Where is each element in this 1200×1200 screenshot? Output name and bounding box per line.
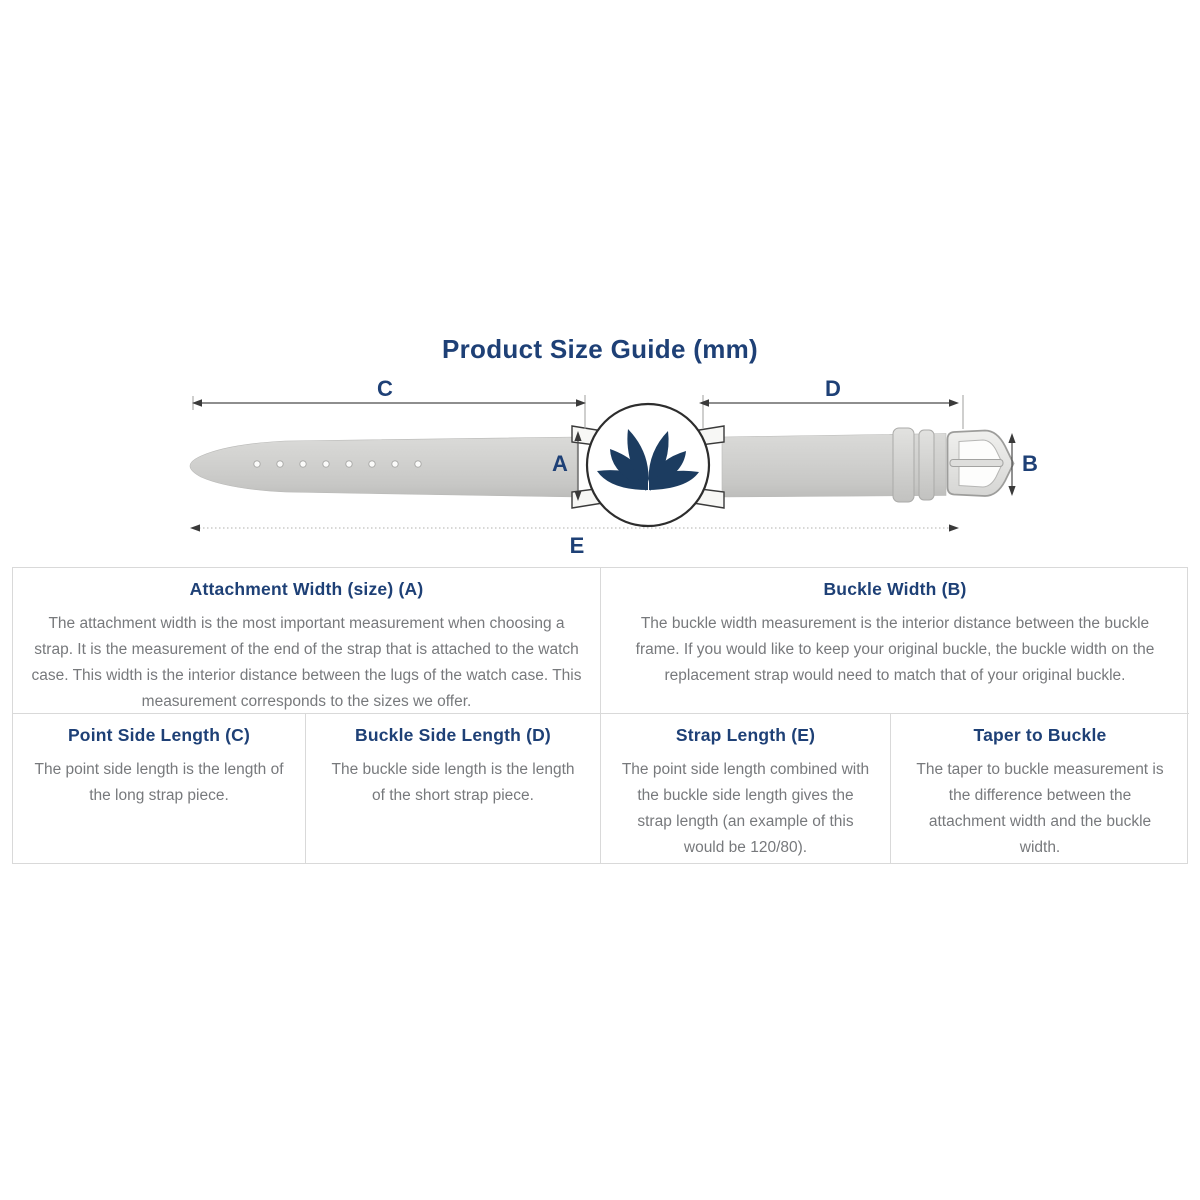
strap-keeper xyxy=(919,430,934,500)
point-side-strap xyxy=(190,437,577,497)
cell-point-side-length xyxy=(13,714,306,863)
cell-body-strap-length: The point side length combined with the buckle side length gives the strap length (an example of this would be 120/80). xyxy=(621,761,870,856)
strap-keeper xyxy=(893,428,914,502)
watch-case xyxy=(587,404,709,526)
buckle-pin xyxy=(950,460,1003,467)
watch-strap-diagram xyxy=(0,375,1200,590)
cell-strap-length xyxy=(601,714,891,863)
cell-header-buckle-side-length: Buckle Side Length (D) xyxy=(355,725,551,745)
cell-header-taper-to-buckle: Taper to Buckle xyxy=(973,725,1107,745)
cell-body-point-side-length: The point side length is the length of the long strap piece. xyxy=(34,761,284,804)
cell-header-strap-length: Strap Length (E) xyxy=(675,725,816,745)
buckle xyxy=(948,431,1014,497)
page-title: Product Size Guide (mm) xyxy=(441,334,759,364)
cell-body-attachment-width: The attachment width is the most important measurement when choosing a strap. It is the measurement of the end of the strap that is attached to the watch case. This width is the interior distance between the lugs of the watch case. This measurement corresponds to the sizes we offer. xyxy=(31,615,582,710)
cell-taper-to-buckle xyxy=(891,714,1189,863)
cell-body-buckle-width: The buckle width measurement is the interior distance between the buckle frame. If you would like to keep your original buckle, the buckle width on the replacement strap would need to match that of your original buckle. xyxy=(635,615,1155,684)
cell-header-point-side-length: Point Side Length (C) xyxy=(67,725,251,745)
size-definitions-table xyxy=(12,567,1188,864)
measurement-label-b: B xyxy=(1022,451,1038,476)
measurement-label-a: A xyxy=(552,451,568,476)
cell-body-buckle-side-length: The buckle side length is the length of the short strap piece. xyxy=(331,761,575,804)
cell-body-taper-to-buckle: The taper to buckle measurement is the difference between the attachment width and the buckle width. xyxy=(916,761,1164,856)
measurement-label-d: D xyxy=(825,376,841,401)
measurement-label-c: C xyxy=(377,376,393,401)
cell-attachment-width xyxy=(13,568,601,714)
measurement-e-arrow xyxy=(190,524,959,531)
cell-header-attachment-width: Attachment Width (size) (A) xyxy=(189,579,424,599)
measurement-label-e: E xyxy=(569,533,585,558)
cell-buckle-width xyxy=(601,568,1189,714)
cell-header-buckle-width: Buckle Width (B) xyxy=(823,579,967,599)
cell-buckle-side-length xyxy=(306,714,601,863)
